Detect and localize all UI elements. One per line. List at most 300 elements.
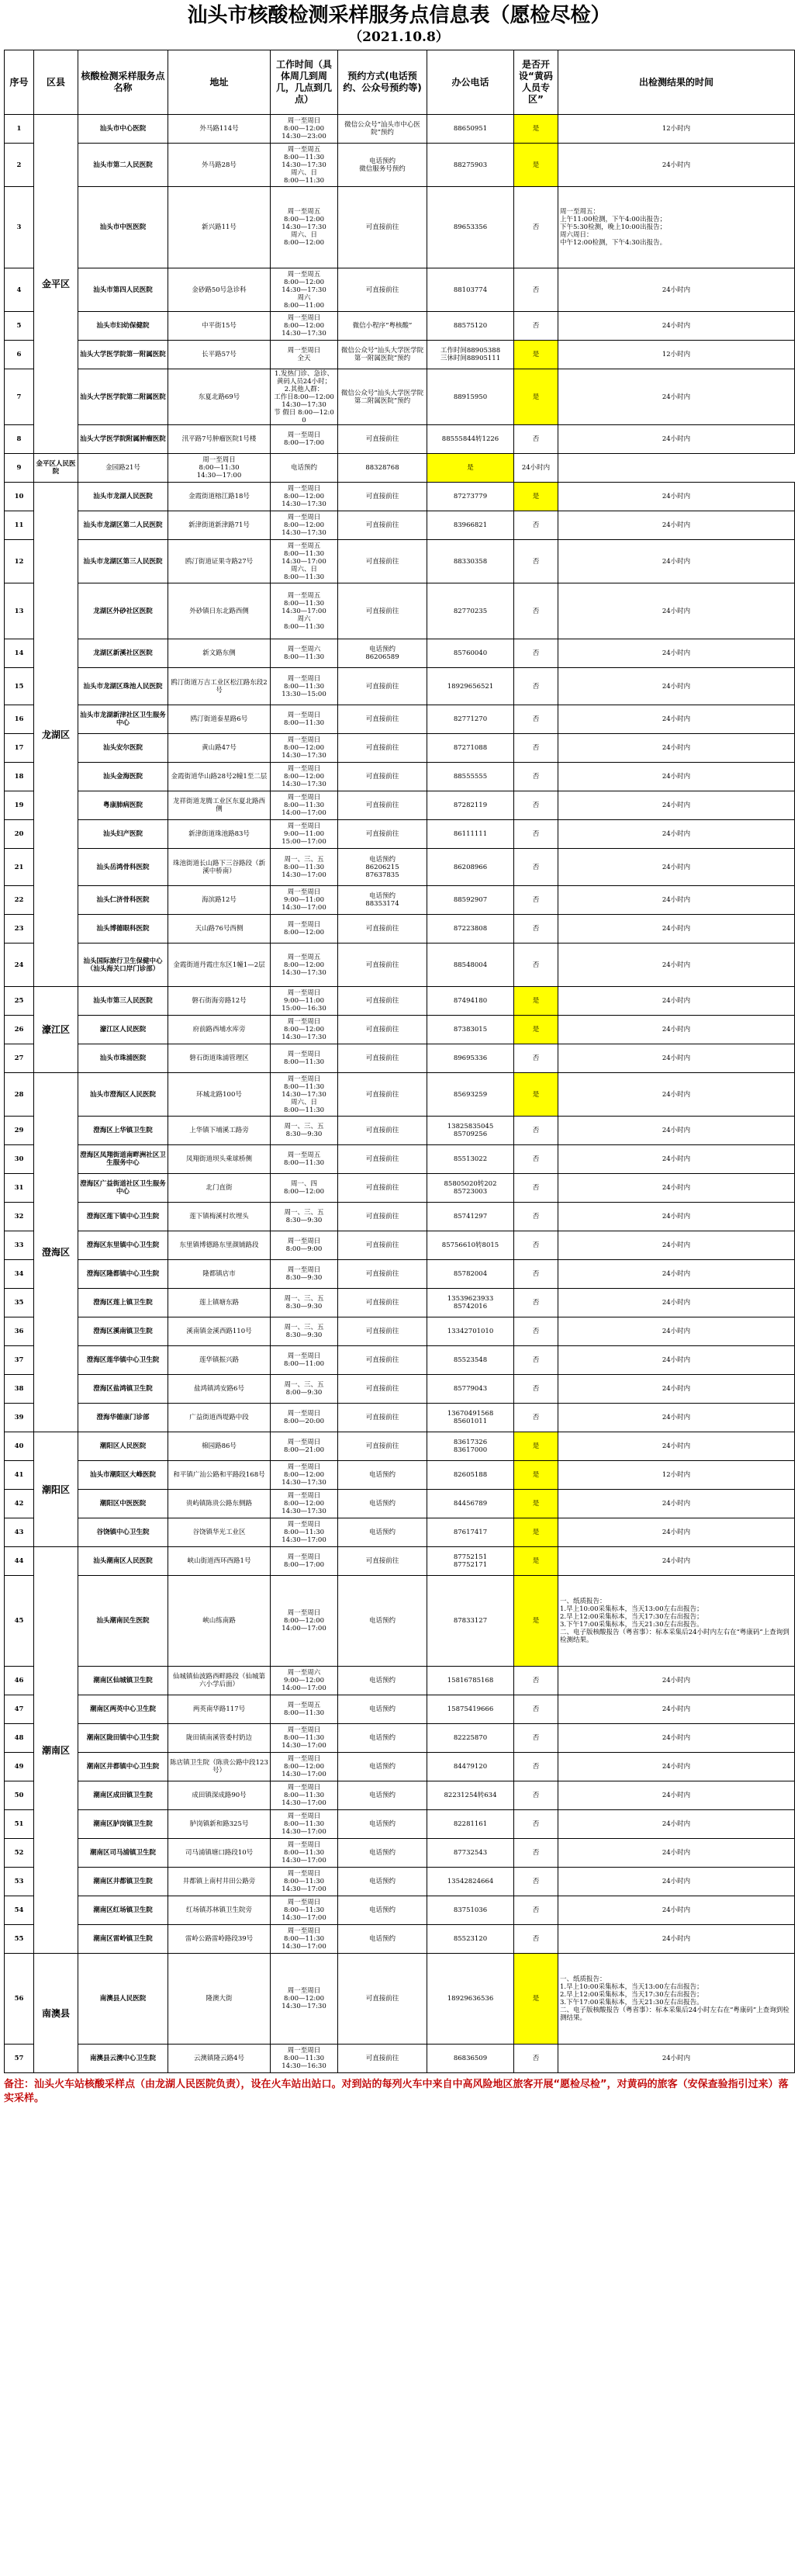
table-row (5, 540, 795, 583)
row-seq: 47 (5, 1695, 34, 1724)
row-seq: 56 (5, 1954, 34, 2045)
booking-method: 微信公众号“汕头大学医学院第二附属医院”预约 (338, 369, 427, 425)
header-yellow-zone: 是否开设“黄码人员专区” (514, 50, 558, 115)
booking-method: 电话预约 (338, 1839, 427, 1868)
site-address: 棉园路86号 (168, 1432, 271, 1461)
row-seq: 11 (5, 511, 34, 540)
site-address: 和平镇广汕公路和平路段168号 (168, 1461, 271, 1490)
site-name: 汕头仁济骨科医院 (78, 886, 168, 915)
yellow-zone-flag: 否 (514, 268, 558, 312)
site-name: 龙湖区新溪社区医院 (78, 639, 168, 668)
result-time: 24小时内 (558, 1145, 795, 1174)
work-hours: 周一、四 8:00—12:00 (271, 1174, 338, 1203)
work-hours: 1.发热门诊、急诊、黄码人员24小时； 2.其他人群： 工作日8:00—12:00 14:30—17:30 节 假日 8:00—12:00 (271, 369, 338, 425)
site-name: 汕头市龙湖区第二人民医院 (78, 511, 168, 540)
result-time: 24小时内 (558, 734, 795, 763)
office-phone: 13825835045 85709256 (427, 1117, 514, 1145)
row-seq: 6 (5, 341, 34, 369)
table-row (5, 1810, 795, 1839)
table-row (5, 583, 795, 639)
district-cell: 潮南区 (34, 1547, 78, 1954)
site-name: 汕头岳鸿骨科医院 (78, 849, 168, 886)
yellow-zone-flag: 否 (514, 1667, 558, 1695)
booking-method: 可直接前往 (338, 987, 427, 1016)
result-time: 24小时内 (558, 1375, 795, 1404)
result-time: 24小时内 (558, 886, 795, 915)
site-address: 外马路28号 (168, 144, 271, 187)
result-time: 24小时内 (558, 268, 795, 312)
site-name: 汕头市妇幼保健院 (78, 312, 168, 341)
yellow-zone-flag: 否 (514, 734, 558, 763)
office-phone: 88592907 (427, 886, 514, 915)
yellow-zone-flag: 否 (514, 1753, 558, 1781)
yellow-zone-flag: 是 (514, 1518, 558, 1547)
work-hours: 周一、三、五 8:00—9:30 (271, 1375, 338, 1404)
row-seq: 20 (5, 820, 34, 849)
row-seq: 50 (5, 1781, 34, 1810)
site-address: 红场镇苏林镇卫生院旁 (168, 1896, 271, 1925)
booking-method: 可直接前往 (338, 1016, 427, 1044)
work-hours: 周一至周日 8:00—17:00 (271, 1547, 338, 1576)
result-time: 24小时内 (558, 1868, 795, 1896)
result-time: 24小时内 (558, 1289, 795, 1317)
site-name: 潮南区雷岭镇卫生院 (78, 1925, 168, 1954)
site-name: 澄海区凤翔街道南畔洲社区卫生服务中心 (78, 1145, 168, 1174)
table-row (5, 1346, 795, 1375)
yellow-zone-flag: 是 (514, 1073, 558, 1117)
site-address: 东夏北路69号 (168, 369, 271, 425)
result-time: 24小时内 (558, 849, 795, 886)
table-row (5, 1518, 795, 1547)
result-time: 12小时内 (558, 341, 795, 369)
district-cell: 澄海区 (34, 1073, 78, 1432)
work-hours: 周一至周日 8:00—21:00 (271, 1432, 338, 1461)
site-address: 盐鸿镇鸿安路6号 (168, 1375, 271, 1404)
booking-method: 可直接前往 (338, 1260, 427, 1289)
result-time: 24小时内 (558, 1174, 795, 1203)
site-name: 澄海区溪南镇卫生院 (78, 1317, 168, 1346)
yellow-zone-flag: 否 (514, 1203, 558, 1231)
booking-method: 电话预约 (338, 1724, 427, 1753)
table-row (5, 1317, 795, 1346)
district-cell: 潮阳区 (34, 1432, 78, 1547)
table-row (5, 763, 795, 791)
office-phone: 88330358 (427, 540, 514, 583)
result-time: 24小时内 (558, 1547, 795, 1576)
work-hours: 周一至周日 8:00—12:00 14:30—17:30 (271, 483, 338, 511)
site-name: 澄海区莲上镇卫生院 (78, 1289, 168, 1317)
yellow-zone-flag: 否 (514, 791, 558, 820)
site-name: 南澳县云澳中心卫生院 (78, 2045, 168, 2073)
site-address: 金霞街道丹霞庄东区1幢1—2层 (168, 943, 271, 987)
result-time: 24小时内 (558, 1203, 795, 1231)
site-address: 凤翔街道坝头乘球桥侧 (168, 1145, 271, 1174)
row-seq: 28 (5, 1073, 34, 1117)
table-row (5, 1073, 795, 1117)
work-hours: 周一、三、五 8:00—11:30 14:30—17:00 (271, 849, 338, 886)
site-name: 南澳县人民医院 (78, 1954, 168, 2045)
row-seq: 24 (5, 943, 34, 987)
site-address: 东里镇博德路东里颜铺路段 (168, 1231, 271, 1260)
row-seq: 5 (5, 312, 34, 341)
work-hours: 周一至周日 8:00—11:30 14:30—16:30 (271, 2045, 338, 2073)
district-cell: 龙湖区 (34, 483, 78, 987)
site-name: 金平区人民医院 (34, 454, 78, 483)
yellow-zone-flag: 否 (514, 886, 558, 915)
row-seq: 40 (5, 1432, 34, 1461)
result-time: 周一至周五： 上午11:00检测，下午4:00出报告； 下午5:30检测，晚上10:00出报告； 周六周日： 中午12:00检测，下午4:30出报告。 (558, 187, 795, 268)
site-name: 汕头市第三人民医院 (78, 987, 168, 1016)
office-phone: 84479120 (427, 1753, 514, 1781)
booking-method: 可直接前往 (338, 425, 427, 454)
office-phone: 88555555 (427, 763, 514, 791)
office-phone: 86836509 (427, 2045, 514, 2073)
work-hours: 周一至周日 8:00—11:30 14:30—17:00 (271, 1896, 338, 1925)
row-seq: 46 (5, 1667, 34, 1695)
row-seq: 7 (5, 369, 34, 425)
office-phone: 82225870 (427, 1724, 514, 1753)
table-row (5, 886, 795, 915)
yellow-zone-flag: 否 (514, 540, 558, 583)
page-title: 汕头市核酸检测采样服务点信息表（愿检尽检） (187, 4, 611, 27)
row-seq: 17 (5, 734, 34, 763)
yellow-zone-flag: 否 (514, 1044, 558, 1073)
row-seq: 1 (5, 115, 34, 144)
office-phone: 85523120 (427, 1925, 514, 1954)
booking-method: 可直接前往 (338, 1404, 427, 1432)
row-seq: 51 (5, 1810, 34, 1839)
site-name: 潮南区成田镇卫生院 (78, 1781, 168, 1810)
booking-method: 可直接前往 (338, 820, 427, 849)
site-address: 谷饶镇华光工业区 (168, 1518, 271, 1547)
booking-method: 电话预约 86206589 (338, 639, 427, 668)
booking-method: 电话预约 (338, 1896, 427, 1925)
yellow-zone-flag: 否 (514, 1289, 558, 1317)
site-address: 金园路21号 (78, 454, 168, 483)
row-seq: 36 (5, 1317, 34, 1346)
site-name: 澄海华德康门诊部 (78, 1404, 168, 1432)
office-phone: 87273779 (427, 483, 514, 511)
table-body (5, 115, 795, 2073)
row-seq: 41 (5, 1461, 34, 1490)
booking-method: 可直接前往 (338, 705, 427, 734)
result-time: 24小时内 (558, 1346, 795, 1375)
table-row (5, 1547, 795, 1576)
table-row (5, 1954, 795, 2045)
site-name: 汕头大学医学院附属肿瘤医院 (78, 425, 168, 454)
yellow-zone-flag: 否 (514, 1375, 558, 1404)
table-row (5, 1289, 795, 1317)
booking-method: 可直接前往 (338, 943, 427, 987)
work-hours: 周一至周五 8:00—11:30 14:30—17:30 周六、日 8:00—11:30 (271, 144, 338, 187)
row-seq: 10 (5, 483, 34, 511)
site-address: 鸥汀街道证果寺路27号 (168, 540, 271, 583)
booking-method: 可直接前往 (338, 1375, 427, 1404)
yellow-zone-flag: 否 (514, 312, 558, 341)
office-phone: 85523548 (427, 1346, 514, 1375)
yellow-zone-flag: 否 (514, 1346, 558, 1375)
site-address: 金砂路50号急诊科 (168, 268, 271, 312)
header-phone: 办公电话 (427, 50, 514, 115)
work-hours: 周一至周日 8:00—12:00 14:30—17:30 (271, 1016, 338, 1044)
office-phone: 88328768 (338, 454, 427, 483)
result-time: 24小时内 (558, 791, 795, 820)
office-phone: 18929656521 (427, 668, 514, 705)
booking-method: 微信公众号“汕头市中心医院”预约 (338, 115, 427, 144)
header-site: 核酸检测采样服务点名称 (78, 50, 168, 115)
yellow-zone-flag: 否 (514, 1810, 558, 1839)
site-address: 新兴路11号 (168, 187, 271, 268)
site-name: 澄海区隆都镇中心卫生院 (78, 1260, 168, 1289)
office-phone: 87282119 (427, 791, 514, 820)
office-phone: 88548004 (427, 943, 514, 987)
office-phone: 87617417 (427, 1518, 514, 1547)
table-row (5, 268, 795, 312)
header-seq: 序号 (5, 50, 34, 115)
site-name: 汕头市澄海区人民医院 (78, 1073, 168, 1117)
yellow-zone-flag: 否 (514, 668, 558, 705)
work-hours: 周一至周日 8:00—11:30 14:30—17:00 (271, 1781, 338, 1810)
booking-method: 可直接前往 (338, 1117, 427, 1145)
row-seq: 12 (5, 540, 34, 583)
site-name: 澄海区上华镇卫生院 (78, 1117, 168, 1145)
office-phone: 86208966 (427, 849, 514, 886)
table-row (5, 820, 795, 849)
result-time: 12小时内 (558, 1461, 795, 1490)
result-time: 24小时内 (558, 705, 795, 734)
site-address: 新文路东侧 (168, 639, 271, 668)
yellow-zone-flag: 是 (514, 341, 558, 369)
yellow-zone-flag: 否 (514, 1724, 558, 1753)
office-phone: 88575120 (427, 312, 514, 341)
site-address: 隆澳大街 (168, 1954, 271, 2045)
site-address: 司马浦镇塘口路段10号 (168, 1839, 271, 1868)
site-address: 金霞街道榕江路18号 (168, 483, 271, 511)
booking-method: 可直接前往 (338, 1317, 427, 1346)
site-address: 黄山路47号 (168, 734, 271, 763)
table-row (5, 1461, 795, 1490)
yellow-zone-flag: 是 (514, 987, 558, 1016)
site-address: 龙祥街道龙腾工业区东夏北路西侧 (168, 791, 271, 820)
table-row (5, 483, 795, 511)
header-address: 地址 (168, 50, 271, 115)
booking-method: 可直接前往 (338, 915, 427, 943)
row-seq: 31 (5, 1174, 34, 1203)
table-row (5, 1117, 795, 1145)
work-hours: 周一至周日 8:00—11:30 14:30—17:00 (168, 454, 271, 483)
header-hours: 工作时间（具体周几到周几，几点到几点） (271, 50, 338, 115)
result-time: 24小时内 (558, 369, 795, 425)
table-row (5, 1203, 795, 1231)
header-result-time: 出检测结果的时间 (558, 50, 795, 115)
yellow-zone-flag: 否 (514, 1231, 558, 1260)
office-phone: 15875419666 (427, 1695, 514, 1724)
yellow-zone-flag: 否 (514, 511, 558, 540)
office-phone: 82231254转634 (427, 1781, 514, 1810)
office-phone: 84456789 (427, 1490, 514, 1518)
booking-method: 可直接前往 (338, 1203, 427, 1231)
yellow-zone-flag: 否 (514, 1925, 558, 1954)
office-phone: 85805020转202 85723003 (427, 1174, 514, 1203)
work-hours: 周一至周六 9:00—12:00 14:00—17:00 (271, 1667, 338, 1695)
table-row (5, 187, 795, 268)
work-hours: 周一至周日 8:00—12:00 14:30—17:00 (271, 1753, 338, 1781)
work-hours: 周一、三、五 8:30—9:30 (271, 1289, 338, 1317)
row-seq: 57 (5, 2045, 34, 2073)
booking-method: 电话预约 (338, 1490, 427, 1518)
table-row (5, 639, 795, 668)
yellow-zone-flag: 否 (514, 943, 558, 987)
yellow-zone-flag: 否 (514, 820, 558, 849)
table-row (5, 734, 795, 763)
site-address: 新津街道珠池路83号 (168, 820, 271, 849)
site-name: 澄海区广益街道社区卫生服务中心 (78, 1174, 168, 1203)
result-time: 24小时内 (558, 312, 795, 341)
table-row (5, 454, 795, 483)
yellow-zone-flag: 否 (514, 705, 558, 734)
office-phone: 13670491568 85601011 (427, 1404, 514, 1432)
table-row (5, 1781, 795, 1810)
office-phone: 85760040 (427, 639, 514, 668)
result-time: 24小时内 (558, 540, 795, 583)
office-phone: 88275903 (427, 144, 514, 187)
site-name: 澄海区莲下镇中心卫生院 (78, 1203, 168, 1231)
result-time: 24小时内 (558, 1781, 795, 1810)
result-time: 24小时内 (558, 639, 795, 668)
office-phone: 87223808 (427, 915, 514, 943)
office-phone: 82771270 (427, 705, 514, 734)
yellow-zone-flag: 否 (514, 1404, 558, 1432)
yellow-zone-flag: 否 (514, 583, 558, 639)
work-hours: 周一至周日 8:00—11:30 14:30—17:00 (271, 1724, 338, 1753)
site-address: 溪南镇金溪西路110号 (168, 1317, 271, 1346)
site-address: 外砂镇日东北路西侧 (168, 583, 271, 639)
table-row (5, 369, 795, 425)
site-name: 汕头妇产医院 (78, 820, 168, 849)
header-booking: 预约方式(电话预约、公众号预约等) (338, 50, 427, 115)
table-row (5, 1260, 795, 1289)
yellow-zone-flag: 否 (514, 425, 558, 454)
work-hours: 周一至周日 8:00—11:30 14:30—17:00 (271, 1839, 338, 1868)
table-row (5, 1839, 795, 1868)
office-phone: 89653356 (427, 187, 514, 268)
row-seq: 9 (5, 454, 34, 483)
table-row (5, 1667, 795, 1695)
yellow-zone-flag: 否 (514, 2045, 558, 2073)
booking-method: 可直接前往 (338, 483, 427, 511)
page-subtitle: （2021.10.8） (349, 29, 449, 45)
office-phone: 87271088 (427, 734, 514, 763)
row-seq: 22 (5, 886, 34, 915)
site-address: 成田镇深成路90号 (168, 1781, 271, 1810)
yellow-zone-flag: 是 (514, 115, 558, 144)
office-phone: 85756610转8015 (427, 1231, 514, 1260)
site-name: 汕头市中医医院 (78, 187, 168, 268)
row-seq: 32 (5, 1203, 34, 1231)
result-time: 24小时内 (558, 1073, 795, 1117)
result-time: 24小时内 (558, 1667, 795, 1695)
yellow-zone-flag: 否 (514, 849, 558, 886)
site-address: 贵屿镇陈贵公路东侧路 (168, 1490, 271, 1518)
site-name: 潮阳区人民医院 (78, 1432, 168, 1461)
site-name: 汕头市中心医院 (78, 115, 168, 144)
row-seq: 25 (5, 987, 34, 1016)
result-time: 24小时内 (558, 1490, 795, 1518)
booking-method: 可直接前往 (338, 1231, 427, 1260)
header-district: 区县 (34, 50, 78, 115)
result-time: 24小时内 (558, 483, 795, 511)
site-name: 汕头潮南区人民医院 (78, 1547, 168, 1576)
work-hours: 周一至周日 全天 (271, 341, 338, 369)
work-hours: 周一至周日 8:00—11:30 14:30—17:00 (271, 1810, 338, 1839)
work-hours: 周一至周日 8:00—12:00 14:30—17:30 (271, 312, 338, 341)
yellow-zone-flag: 否 (514, 1839, 558, 1868)
work-hours: 周一至周日 8:00—12:00 14:00—17:00 (271, 1576, 338, 1667)
site-address: 北门直街 (168, 1174, 271, 1203)
result-time: 一、纸质报告： 1.早上10:00采集标本，当天13:00左右出报告； 2.早上12:00采集标本，当天17:30左右出报告； 3.下午17:00采集标本，当天21:30左右出报告。 二、电子版核酸报告（粤省事）：标本采集后24小时内左右在“粤康码”上查询到检测结果。 (558, 1576, 795, 1667)
work-hours: 周一至周五 8:00—11:30 14:30—17:00 周六 8:00—11:30 (271, 583, 338, 639)
office-phone: 工作时间88905388 三休时间88905111 (427, 341, 514, 369)
table-row (5, 1724, 795, 1753)
site-address: 鸥汀街道泰星路6号 (168, 705, 271, 734)
booking-method: 可直接前往 (338, 1346, 427, 1375)
booking-method: 电话预约 (338, 1868, 427, 1896)
table-row (5, 987, 795, 1016)
site-address: 两英南华路117号 (168, 1695, 271, 1724)
work-hours: 周一至周日 8:00—11:30 14:30—17:00 (271, 1518, 338, 1547)
site-address: 上华镇下埔溪工路旁 (168, 1117, 271, 1145)
booking-method: 电话预约 微信服务号预约 (338, 144, 427, 187)
work-hours: 周一至周日 8:00—12:00 14:30—17:30 (271, 734, 338, 763)
row-seq: 3 (5, 187, 34, 268)
result-time: 24小时内 (558, 1925, 795, 1954)
site-address: 峡山街道西环西路1号 (168, 1547, 271, 1576)
yellow-zone-flag: 是 (514, 369, 558, 425)
office-phone: 87833127 (427, 1576, 514, 1667)
result-time: 24小时内 (558, 1016, 795, 1044)
office-phone: 83966821 (427, 511, 514, 540)
row-seq: 54 (5, 1896, 34, 1925)
site-name: 汕头市龙湖新津社区卫生服务中心 (78, 705, 168, 734)
office-phone: 87752151 87752171 (427, 1547, 514, 1576)
yellow-zone-flag: 是 (514, 144, 558, 187)
work-hours: 周一至周五 8:00—11:30 (271, 1695, 338, 1724)
site-address: 海滨路12号 (168, 886, 271, 915)
work-hours: 周一至周日 8:00—12:00 14:30—17:30 (271, 511, 338, 540)
table-row (5, 1145, 795, 1174)
office-phone: 82770235 (427, 583, 514, 639)
work-hours: 周一至周日 8:00—11:30 (271, 705, 338, 734)
table-row (5, 511, 795, 540)
booking-method: 可直接前往 (338, 540, 427, 583)
yellow-zone-flag: 否 (514, 1781, 558, 1810)
row-seq: 48 (5, 1724, 34, 1753)
work-hours: 周一至周日 8:00—20:00 (271, 1404, 338, 1432)
site-address: 莲下镇梅溪村坎埋头 (168, 1203, 271, 1231)
office-phone: 85741297 (427, 1203, 514, 1231)
yellow-zone-flag: 是 (514, 1576, 558, 1667)
work-hours: 周一至周五 8:00—12:00 14:30—17:30 周六、日 8:00—12:00 (271, 187, 338, 268)
office-phone: 87494180 (427, 987, 514, 1016)
work-hours: 周一至周日 8:00—11:30 14:00—17:00 (271, 791, 338, 820)
work-hours: 周一、三、五 8:30—9:30 (271, 1117, 338, 1145)
office-phone: 88555844转1226 (427, 425, 514, 454)
site-address: 云澳镇隆云路4号 (168, 2045, 271, 2073)
site-name: 潮南区陇田镇中心卫生院 (78, 1724, 168, 1753)
booking-method: 微信公众号“汕头大学医学院第一附属医院”预约 (338, 341, 427, 369)
result-time: 24小时内 (558, 1839, 795, 1868)
site-name: 汕头市龙湖人民医院 (78, 483, 168, 511)
